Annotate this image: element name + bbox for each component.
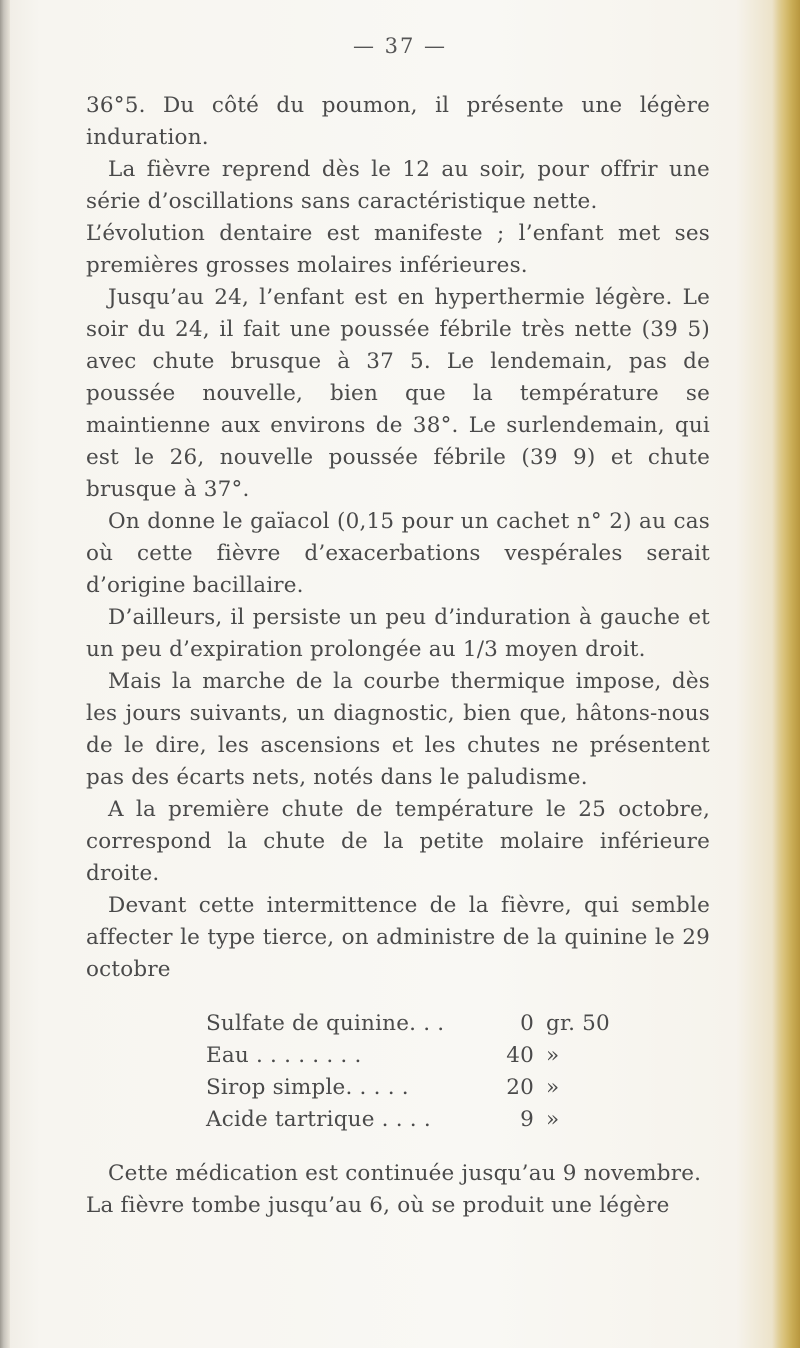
ingredient-name: Sulfate de quinine. . . (206, 1011, 445, 1036)
paragraph: D’ailleurs, il persiste un peu d’induration à gauche et un peu d’expiration prolongée au 1/3 moyen droit. (86, 605, 710, 662)
prescription-row (206, 1072, 710, 1104)
ingredient-unit: » (546, 1043, 560, 1068)
closing-paragraphs (86, 1158, 710, 1222)
paragraph: L’évolution dentaire est manifeste ; l’enfant met ses premières grosses molaires inférieures. (86, 221, 710, 278)
ingredient-unit: » (546, 1107, 560, 1132)
paragraph: La fièvre reprend dès le 12 au soir, pour offrir une série d’oscillations sans caractéristique nette. (86, 157, 710, 214)
prescription-row (206, 1104, 710, 1136)
ingredient-unit: gr. 50 (546, 1011, 610, 1036)
ingredient-quantity: 0 (520, 1011, 534, 1036)
prescription-table (86, 1008, 710, 1136)
ingredient-quantity: 20 (506, 1075, 534, 1100)
paragraph: 36°5. Du côté du poumon, il présente une légère induration. (86, 93, 710, 150)
ingredient-quantity: 9 (520, 1107, 534, 1132)
ingredient-name: Acide tartrique . . . . (206, 1107, 431, 1132)
page-gutter-shadow (0, 0, 10, 1348)
body-text (86, 90, 710, 1222)
paragraph: Mais la marche de la courbe thermique impose, dès les jours suivants, un diagnostic, bien que, hâtons-nous de le dire, les ascensions et les chutes ne présentent pas des écarts nets, notés dans le paludisme. (86, 669, 710, 790)
paragraph: Jusqu’au 24, l’enfant est en hyperthermie légère. Le soir du 24, il fait une poussée fébrile très nette (39 5) avec chute brusque à 37 5. Le lendemain, pas de poussée nouvelle, bien que la température se maintienne aux environs de 38°. Le surlendemain, qui est le 26, nouvelle poussée fébrile (39 9) et chute brusque à 37°. (86, 285, 710, 502)
prescription-row (206, 1040, 710, 1072)
page-number: — 37 — (352, 34, 448, 58)
paragraph: On donne le gaïacol (0,15 pour un cachet n° 2) au cas où cette fièvre d’exacerbations vespérales serait d’origine bacillaire. (86, 509, 710, 598)
ingredient-unit: » (546, 1075, 560, 1100)
paragraph: Cette médication est continuée jusqu’au 9 novembre. (108, 1161, 702, 1186)
paragraph-list (86, 90, 710, 986)
ingredient-quantity: 40 (506, 1043, 534, 1068)
paragraph: A la première chute de température le 25 octobre, correspond la chute de la petite molaire inférieure droite. (86, 797, 710, 886)
prescription-row (206, 1008, 710, 1040)
page-edge-discoloration (772, 0, 800, 1348)
paragraph: La fièvre tombe jusqu’au 6, où se produit une légère (86, 1193, 670, 1218)
ingredient-name: Eau . . . . . . . . (206, 1043, 362, 1068)
ingredient-name: Sirop simple. . . . . (206, 1075, 409, 1100)
paragraph: Devant cette intermittence de la fièvre, qui semble affecter le type tierce, on administre de la quinine le 29 octobre (86, 893, 710, 982)
